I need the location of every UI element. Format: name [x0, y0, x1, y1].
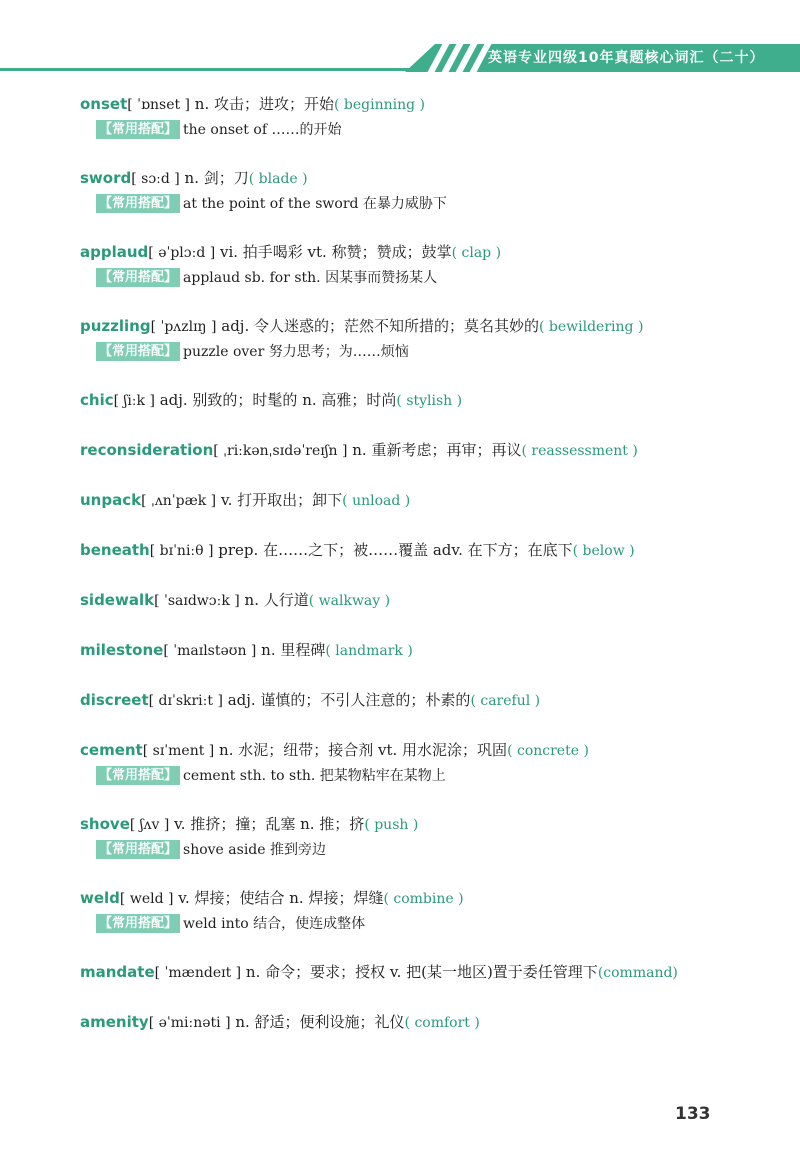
vocab-list — [80, 92, 780, 1060]
collocation-text: weld into 结合，使连成整体 — [183, 916, 366, 932]
entry-synonym: (command) — [597, 965, 678, 981]
entry-definition: adj. 令人迷惑的；茫然不知所措的；莫名其妙的 — [221, 317, 539, 335]
entry-definition: n. 水泥；纽带；接合剂 vt. 用水泥涂；巩固 — [219, 741, 508, 759]
entry-definition: v. 推挤；撞；乱塞 n. 推；挤 — [174, 815, 365, 833]
entry-phonetic: [ bɪˈniːθ ] — [149, 543, 214, 559]
entry-headline — [80, 388, 780, 414]
entry-collocation — [96, 118, 780, 142]
entry-headline — [80, 960, 780, 986]
entry-headline — [80, 166, 780, 192]
vocab-entry — [80, 314, 780, 364]
entry-word: reconsideration — [80, 441, 214, 459]
entry-word: beneath — [80, 541, 150, 559]
entry-collocation — [96, 192, 780, 216]
page-number: 133 — [675, 1104, 711, 1124]
entry-phonetic: [ ˈsaɪdwɔːk ] — [154, 593, 240, 609]
entry-definition: adj. 谨慎的；不引人注意的；朴素的 — [227, 691, 471, 709]
entry-phonetic: [ əˈmiːnəti ] — [148, 1015, 231, 1031]
entry-synonym: ( beginning ) — [334, 97, 425, 113]
vocab-entry — [80, 960, 780, 986]
entry-collocation — [96, 266, 780, 290]
entry-word: applaud — [80, 243, 149, 261]
vocab-entry — [80, 886, 780, 936]
entry-headline — [80, 738, 780, 764]
entry-phonetic: [ ˈɒnset ] — [127, 97, 191, 113]
entry-definition: v. 打开取出；卸下 — [220, 491, 343, 509]
vocab-entry — [80, 812, 780, 862]
collocation-tag: 【常用搭配】 — [96, 120, 180, 139]
entry-phonetic: [ sɪˈment ] — [142, 743, 215, 759]
entry-word: mandate — [80, 963, 155, 981]
entry-collocation — [96, 340, 780, 364]
entry-definition: v. 焊接；使结合 n. 焊接；焊缝 — [178, 889, 384, 907]
vocab-entry — [80, 388, 780, 414]
entry-headline — [80, 812, 780, 838]
collocation-text: puzzle over 努力思考；为……烦恼 — [183, 344, 409, 360]
collocation-tag: 【常用搭配】 — [96, 194, 180, 213]
entry-synonym: ( combine ) — [383, 891, 464, 907]
entry-definition: n. 攻击；进攻；开始 — [194, 95, 334, 113]
entry-phonetic: [ ʃiːk ] — [113, 393, 155, 409]
entry-word: chic — [80, 391, 114, 409]
collocation-tag: 【常用搭配】 — [96, 766, 180, 785]
entry-phonetic: [ ʃʌv ] — [129, 817, 170, 833]
header-stripes — [405, 44, 495, 72]
entry-headline — [80, 438, 780, 464]
entry-word: onset — [80, 95, 128, 113]
entry-phonetic: [ ˈpʌzlɪŋ ] — [150, 319, 217, 335]
entry-phonetic: [ əˈplɔːd ] — [148, 245, 216, 261]
entry-headline — [80, 240, 780, 266]
entry-synonym: ( blade ) — [248, 171, 308, 187]
entry-phonetic: [ weld ] — [119, 891, 174, 907]
entry-phonetic: [ ˌʌnˈpæk ] — [141, 493, 217, 509]
collocation-tag: 【常用搭配】 — [96, 914, 180, 933]
vocab-entry — [80, 588, 780, 614]
vocab-entry — [80, 488, 780, 514]
vocab-entry — [80, 688, 780, 714]
entry-collocation — [96, 838, 780, 862]
collocation-text: applaud sb. for sth. 因某事而赞扬某人 — [183, 270, 438, 286]
entry-word: shove — [80, 815, 130, 833]
entry-definition: n. 重新考虑；再审；再议 — [352, 441, 522, 459]
entry-headline — [80, 92, 780, 118]
entry-headline — [80, 314, 780, 340]
entry-synonym: ( bewildering ) — [539, 319, 644, 335]
entry-word: unpack — [80, 491, 142, 509]
vocab-entry — [80, 166, 780, 216]
collocation-tag: 【常用搭配】 — [96, 268, 180, 287]
entry-synonym: ( careful ) — [470, 693, 541, 709]
vocab-entry — [80, 240, 780, 290]
entry-word: weld — [80, 889, 120, 907]
entry-synonym: ( landmark ) — [325, 643, 413, 659]
collocation-text: shove aside 推到旁边 — [183, 842, 326, 858]
collocation-tag: 【常用搭配】 — [96, 840, 180, 859]
vocab-entry — [80, 1010, 780, 1036]
entry-definition: vi. 拍手喝彩 vt. 称赞；赞成；鼓掌 — [219, 243, 452, 261]
vocab-entry — [80, 92, 780, 142]
entry-headline — [80, 488, 780, 514]
entry-synonym: ( stylish ) — [396, 393, 463, 409]
entry-phonetic: [ ˌriːkənˌsɪdəˈreɪʃn ] — [213, 443, 348, 459]
entry-word: discreet — [80, 691, 149, 709]
entry-headline — [80, 638, 780, 664]
entry-synonym: ( comfort ) — [404, 1015, 480, 1031]
entry-phonetic: [ ˈmaɪlstəʊn ] — [163, 643, 257, 659]
entry-word: milestone — [80, 641, 164, 659]
collocation-tag: 【常用搭配】 — [96, 342, 180, 361]
header-title: 英语专业四级10年真题核心词汇（二十） — [488, 50, 765, 66]
entry-synonym: ( clap ) — [451, 245, 502, 261]
collocation-text: at the point of the sword 在暴力威胁下 — [183, 196, 447, 212]
entry-synonym: ( concrete ) — [507, 743, 589, 759]
entry-definition: adj. 别致的；时髦的 n. 高雅；时尚 — [159, 391, 397, 409]
entry-headline — [80, 588, 780, 614]
entry-word: cement — [80, 741, 143, 759]
entry-definition: prep. 在……之下；被……覆盖 adv. 在下方；在底下 — [218, 541, 573, 559]
entry-phonetic: [ ˈmændeɪt ] — [154, 965, 242, 981]
entry-word: puzzling — [80, 317, 151, 335]
entry-word: sword — [80, 169, 132, 187]
entry-word: amenity — [80, 1013, 149, 1031]
entry-headline — [80, 538, 780, 564]
entry-collocation — [96, 912, 780, 936]
vocab-entry — [80, 738, 780, 788]
entry-definition: n. 舒适；便利设施；礼仪 — [235, 1013, 405, 1031]
entry-definition: n. 人行道 — [244, 591, 309, 609]
entry-synonym: ( push ) — [364, 817, 419, 833]
vocab-entry — [80, 438, 780, 464]
entry-synonym: ( unload ) — [342, 493, 411, 509]
entry-definition: n. 剑；刀 — [184, 169, 249, 187]
vocab-entry — [80, 538, 780, 564]
entry-synonym: ( reassessment ) — [521, 443, 638, 459]
entry-synonym: ( walkway ) — [308, 593, 391, 609]
entry-synonym: ( below ) — [572, 543, 635, 559]
vocab-entry — [80, 638, 780, 664]
entry-headline — [80, 1010, 780, 1036]
entry-word: sidewalk — [80, 591, 155, 609]
collocation-text: cement sth. to sth. 把某物粘牢在某物上 — [183, 768, 446, 784]
entry-headline — [80, 886, 780, 912]
entry-phonetic: [ sɔːd ] — [131, 171, 180, 187]
entry-phonetic: [ dɪˈskriːt ] — [148, 693, 223, 709]
entry-collocation — [96, 764, 780, 788]
entry-headline — [80, 688, 780, 714]
entry-definition: n. 里程碑 — [261, 641, 326, 659]
collocation-text: the onset of ……的开始 — [183, 122, 342, 138]
entry-definition: n. 命令；要求；授权 v. 把(某一地区)置于委任管理下 — [245, 963, 598, 981]
